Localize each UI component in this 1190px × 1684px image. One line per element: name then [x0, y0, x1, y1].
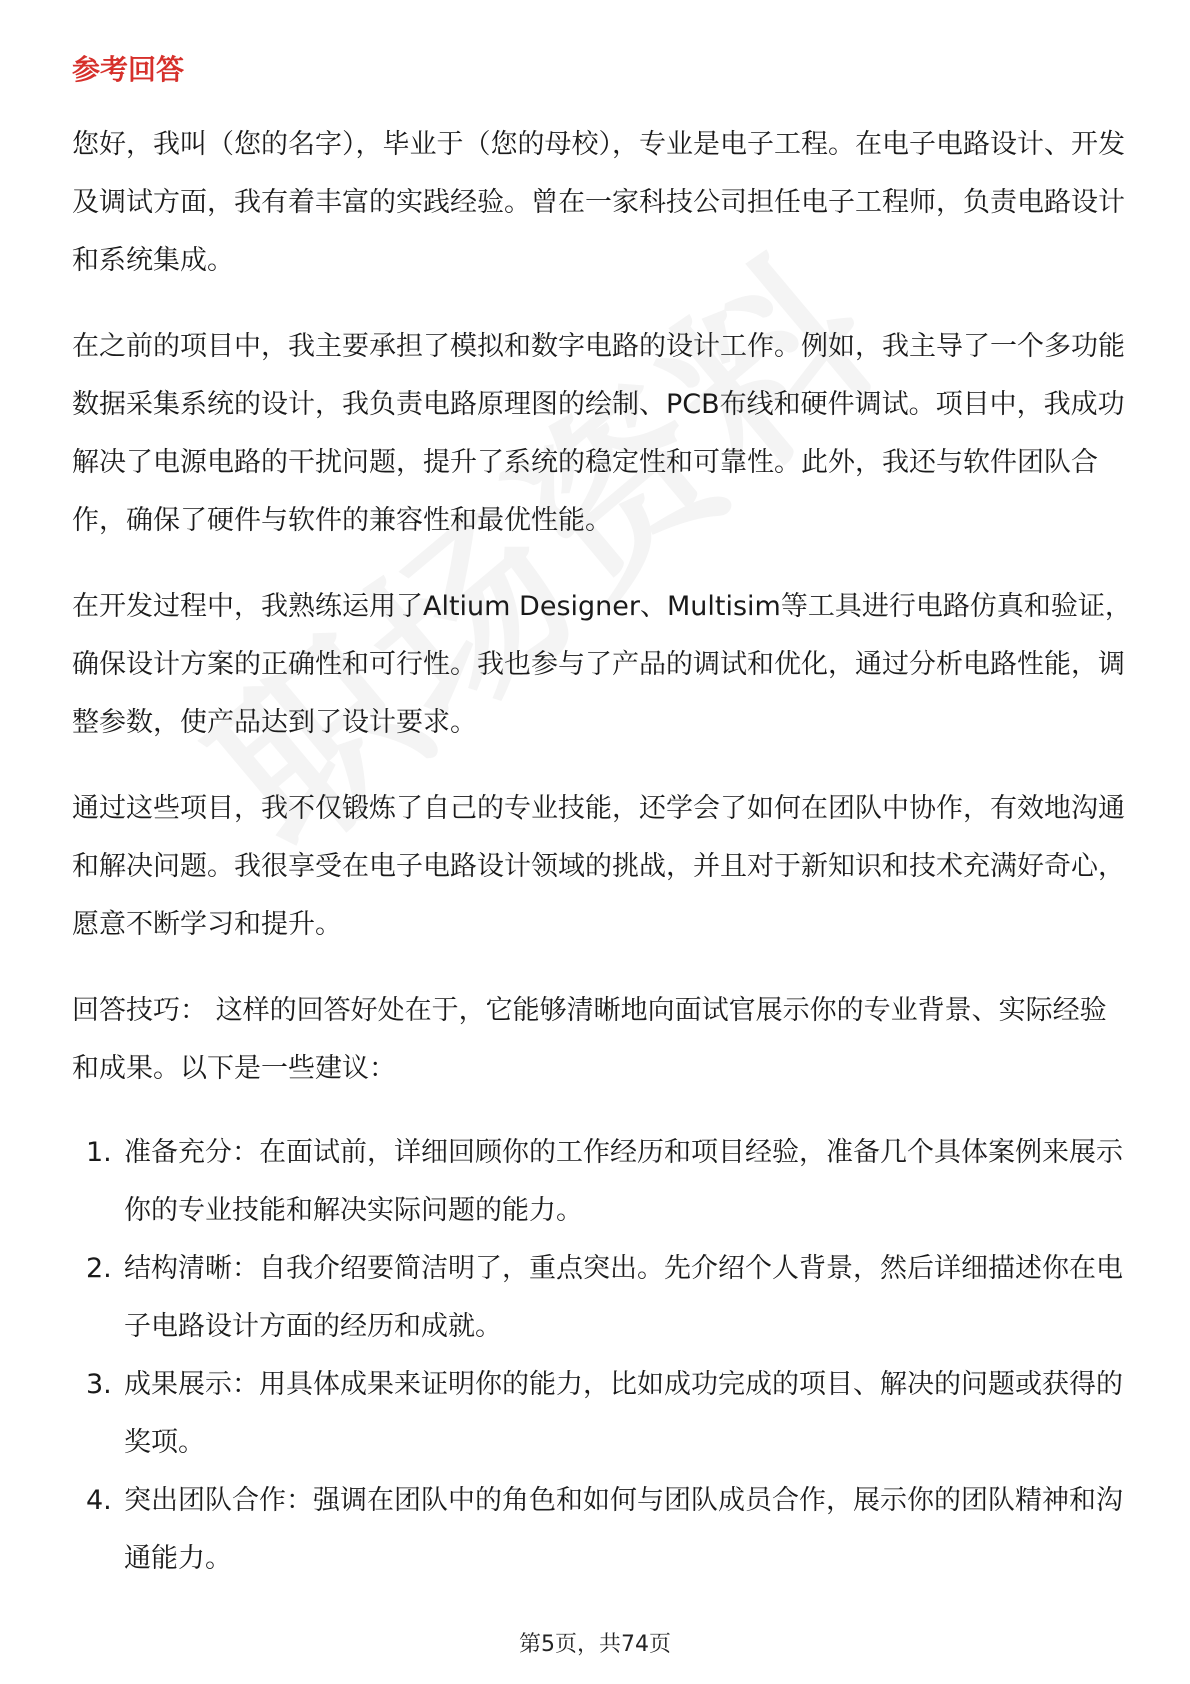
- list-number: 2.: [86, 1253, 112, 1284]
- tips-list: [72, 1124, 1132, 1588]
- list-item-text: 成果展示：用具体成果来证明你的能力，比如成功完成的项目、解决的问题或获得的奖项。: [124, 1369, 1123, 1458]
- list-item: [72, 1472, 1132, 1588]
- paragraph-projects: 在之前的项目中，我主要承担了模拟和数字电路的设计工作。例如，我主导了一个多功能数据采集系统的设计，我负责电路原理图的绘制、PCB布线和硬件调试。项目中，我成功解决了电源电路的干扰问题，提升了系统的稳定性和可靠性。此外，我还与软件团队合作，确保了硬件与软件的兼容性和最优性能。: [72, 331, 1125, 536]
- list-item-text: 准备充分：在面试前，详细回顾你的工作经历和项目经验，准备几个具体案例来展示你的专业技能和解决实际问题的能力。: [124, 1137, 1123, 1226]
- list-number: 4.: [86, 1485, 112, 1516]
- section-heading: 参考回答: [72, 53, 185, 86]
- paragraph-tools: 在开发过程中，我熟练运用了Altium Designer、Multisim等工具进行电路仿真和验证，确保设计方案的正确性和可行性。我也参与了产品的调试和优化，通过分析电路性能，调整参数，使产品达到了设计要求。: [72, 591, 1132, 738]
- list-item-text: 突出团队合作：强调在团队中的角色和如何与团队成员合作，展示你的团队精神和沟通能力。: [124, 1485, 1123, 1574]
- list-number: 3.: [86, 1369, 112, 1400]
- list-item: [72, 1356, 1132, 1472]
- answer-content: [72, 116, 1132, 1588]
- list-item: [72, 1124, 1132, 1240]
- list-item-text: 结构清晰：自我介绍要简洁明了，重点突出。先介绍个人背景，然后详细描述你在电子电路设计方面的经历和成就。: [124, 1253, 1123, 1342]
- paragraph-summary: 通过这些项目，我不仅锻炼了自己的专业技能，还学会了如何在团队中协作，有效地沟通和解决问题。我很享受在电子电路设计领域的挑战，并且对于新知识和技术充满好奇心，愿意不断学习和提升。: [72, 793, 1125, 940]
- list-number: 1.: [86, 1137, 112, 1168]
- tips-intro: 回答技巧： 这样的回答好处在于，它能够清晰地向面试官展示你的专业背景、实际经验和成果。以下是一些建议：: [72, 995, 1107, 1084]
- list-item: [72, 1240, 1132, 1356]
- page-number-footer: 第5页，共74页: [519, 1632, 671, 1657]
- paragraph-intro: 您好，我叫（您的名字），毕业于（您的母校），专业是电子工程。在电子电路设计、开发及调试方面，我有着丰富的实践经验。曾在一家科技公司担任电子工程师，负责电路设计和系统集成。: [72, 129, 1125, 276]
